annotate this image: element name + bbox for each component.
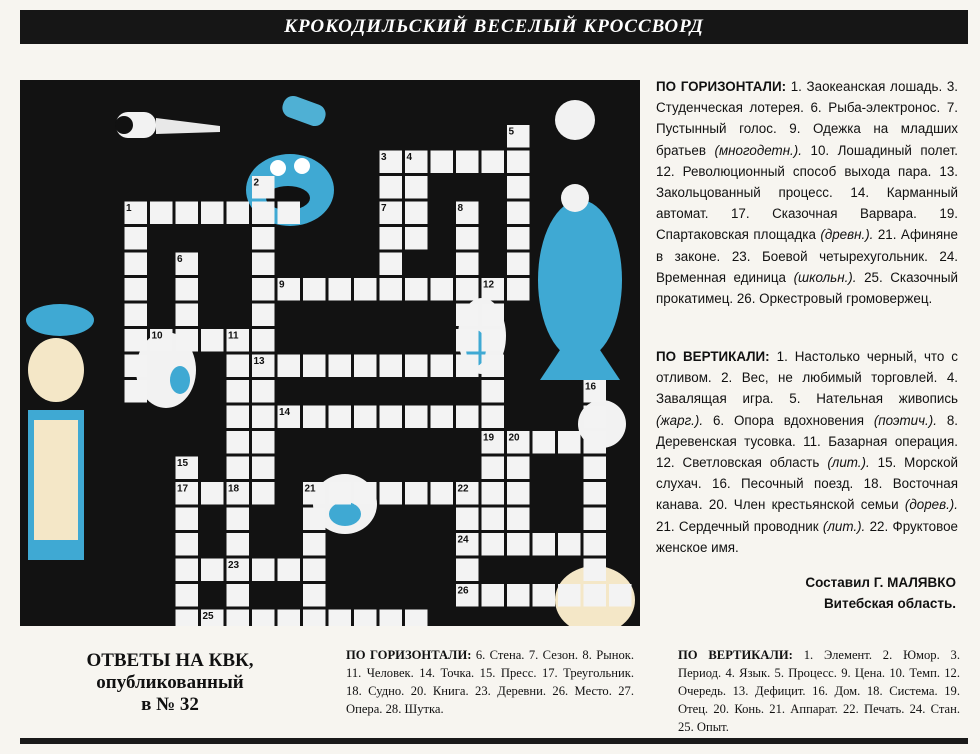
grid-cell[interactable] [405,355,428,378]
grid-cell[interactable] [507,176,530,199]
grid-cell[interactable] [380,253,403,276]
grid-cell[interactable] [125,253,148,276]
grid-cell[interactable] [227,431,250,454]
grid-cell[interactable] [584,559,607,582]
page-title: КРОКОДИЛЬСКИЙ ВЕСЕЛЫЙ КРОССВОРД [284,16,704,37]
grid-cell[interactable] [252,559,275,582]
grid-cell[interactable] [380,610,403,627]
grid-number: 10 [151,330,163,342]
grid-cell[interactable] [380,406,403,429]
grid-cell[interactable] [329,482,352,505]
grid-cell[interactable] [227,584,250,607]
grid-cell[interactable] [303,355,326,378]
grid-cell[interactable] [176,584,199,607]
grid-cell[interactable] [176,533,199,556]
grid-cell[interactable] [456,559,479,582]
grid-cell[interactable] [405,202,428,225]
grid-cell[interactable] [227,533,250,556]
grid-cell[interactable] [456,304,479,327]
grid-cell[interactable] [533,431,556,454]
clues-across-heading: ПО ГОРИЗОНТАЛИ: [656,79,787,94]
grid-cell[interactable] [303,584,326,607]
clues-across-italic-3: (школьн.). [793,269,857,285]
answers-down-text: 1. Элемент. 2. Юмор. 3. Период. 4. Язык. 5. Процесс. 9. Цена. 10. Темп. 12. Очередь. 13. Дефицит. 16. Дом. 18. Система. 19. Отец. 20. Конь. 21. Аппарат. 22. Печать. 24. Стан. 25. Опыт. [678,648,960,734]
grid-cell[interactable] [354,406,377,429]
clues-down-text-1: 1. Настолько черный, что с отливом. 2. Вес, не любимый торговлей. 4. Завалящая игра. 5. Нательная живопись [656,349,958,407]
grid-cell[interactable] [303,278,326,301]
clues-down-heading: ПО ВЕРТИКАЛИ: [656,349,770,364]
grid-cell[interactable] [405,176,428,199]
grid-cell[interactable] [456,406,479,429]
answers-across-heading: ПО ГОРИЗОНТАЛИ: [346,648,472,662]
grid-cell[interactable] [252,431,275,454]
grid-cell[interactable] [584,482,607,505]
grid-cell[interactable] [125,278,148,301]
title-banner [20,10,968,44]
grid-number: 22 [457,483,469,495]
crossword-grid [20,80,640,626]
grid-cell[interactable] [303,559,326,582]
answers-down-heading: ПО ВЕРТИКАЛИ: [678,648,793,662]
grid-cell[interactable] [482,329,505,352]
grid-cell[interactable] [125,227,148,250]
grid-cell[interactable] [482,380,505,403]
grid-cell[interactable] [176,610,199,627]
grid-cell[interactable] [405,610,428,627]
grid-cell[interactable] [252,380,275,403]
grid-cell[interactable] [584,584,607,607]
grid-cell[interactable] [431,355,454,378]
grid-cell[interactable] [252,482,275,505]
grid-cell[interactable] [431,482,454,505]
grid-cell[interactable] [176,559,199,582]
clues-down-italic-2: (поэтич.). [873,412,937,428]
grid-number: 3 [381,152,387,163]
crossword-illustration [20,80,640,626]
grid-cell[interactable] [533,584,556,607]
grid-cell[interactable] [329,278,352,301]
grid-cell[interactable] [201,559,224,582]
grid-cell[interactable] [176,304,199,327]
grid-cell[interactable] [354,610,377,627]
grid-number: 23 [228,560,240,571]
grid-number: 6 [177,254,183,265]
grid-cell[interactable] [278,355,301,378]
grid-cell[interactable] [405,482,428,505]
grid-cell[interactable] [482,304,505,327]
clues-across [656,76,958,309]
grid-cell[interactable] [507,508,530,531]
grid-cell[interactable] [380,227,403,250]
grid-number: 11 [228,330,239,342]
grid-cell[interactable] [380,355,403,378]
grid-number: 9 [279,279,285,291]
clues-across-italic-2: (древн.). [820,227,874,243]
grid-cell[interactable] [507,533,530,556]
grid-number: 20 [508,432,520,444]
grid-number: 5 [508,126,515,138]
grid-cell[interactable] [507,482,530,505]
grid-cell[interactable] [125,355,148,378]
grid-cell[interactable] [431,278,454,301]
grid-cell[interactable] [176,508,199,531]
grid-cell[interactable] [533,533,556,556]
grid-cell[interactable] [354,278,377,301]
grid-cell[interactable] [125,304,148,327]
grid-cell[interactable] [150,202,173,225]
grid-cell[interactable] [456,355,479,378]
grid-number: 7 [381,203,387,214]
grid-cell[interactable] [482,355,505,378]
grid-cell[interactable] [456,329,479,352]
grid-cell[interactable] [584,508,607,531]
grid-cell[interactable] [482,457,505,480]
answers-across-text: 6. Стена. 7. Сезон. 8. Рынок. 11. Человек. 14. Точка. 15. Пресс. 17. Треугольник. 18. Судно. 20. Книга. 23. Деревни. 26. Место. 27. Опера. 28. Шутка. [346,648,635,716]
answers-title-line-1: ОТВЕТЫ НА КВК, [86,650,254,671]
grid-number: 4 [406,152,413,163]
grid-cell[interactable] [482,482,505,505]
grid-cell[interactable] [201,202,224,225]
grid-cell[interactable] [329,610,352,627]
grid-cell[interactable] [558,431,581,454]
grid-cell[interactable] [431,151,454,174]
grid-cell[interactable] [252,406,275,429]
grid-cell[interactable] [227,355,250,378]
grid-number: 24 [457,534,469,546]
answers-title-line-3: в № 32 [141,694,199,715]
author-name: Составил Г. МАЛЯВКО [805,575,956,590]
clues-down [656,346,958,558]
grid-cell[interactable] [303,610,326,627]
clues-across-italic-1: (многодетн.). [714,142,802,158]
grid-cell[interactable] [227,202,250,225]
clues-down-italic-3: (лит.). [827,455,870,471]
grid-cell[interactable] [176,278,199,301]
grid-cell[interactable] [227,380,250,403]
grid-number: 18 [228,483,240,495]
clues-down-italic-5: (лит.). [822,518,866,534]
grid-cell[interactable] [303,533,326,556]
grid-cell[interactable] [507,278,530,301]
grid-number: 16 [585,381,597,393]
answers-title-line-2: опубликованный [96,672,244,693]
author-region: Витебская область. [823,596,956,611]
grid-cell[interactable] [354,482,377,505]
grid-cell[interactable] [329,406,352,429]
grid-cell[interactable] [303,508,326,531]
grid-number: 17 [177,483,189,495]
clues-across-text-1: 1. Заокеанская лошадь. 3. Студенческая лотерея. 6. Рыба-электронос. 7. Пустынный голос. 9. Одежка на младших братьев [656,79,958,158]
grid-cell[interactable] [278,559,301,582]
grid-number: 1 [126,203,132,214]
grid-cell[interactable] [252,610,275,627]
grid-cell[interactable] [252,253,275,276]
clues-across-text-2: 10. Лошадиный полет. 12. Революционный способ выхода пара. 13. Закольцованный процесс. 14. Карманный автомат. 17. Сказочная Варвара. 19. Спартаковская площадка [656,142,958,243]
clues-across-text-3: 21. Афиняне в законе. 23. Боевой четырехугольник. 24. Временная единица [656,227,958,285]
grid-number: 21 [304,483,316,495]
clues-down-text-6: 22. Фруктовое женское имя. [656,518,958,555]
clues-down-italic-4: (дорев.). [904,497,958,513]
clues-down-text-4: 15. Морской слухач. 16. Песочный поезд. 18. Восточная канава. 20. Член крестьянской семьи [656,455,958,513]
grid-cell[interactable] [380,482,403,505]
clues-down-text-5: 21. Сердечный проводник [656,518,819,534]
grid-cell[interactable] [125,380,148,403]
grid-cell[interactable] [507,584,530,607]
answers-down [678,646,960,736]
grid-cell[interactable] [456,253,479,276]
grid-cell[interactable] [227,508,250,531]
clues-across-text-4: 25. Сказочный прокатимец. 26. Оркестровый громовержец. [656,269,958,307]
grid-cell[interactable] [456,278,479,301]
bottom-rule [20,738,968,744]
answers-across [346,646,634,718]
grid-number: 12 [483,279,495,291]
grid-cell[interactable] [482,406,505,429]
grid-number: 15 [177,458,189,469]
grid-number: 14 [279,407,291,418]
grid-number: 2 [253,177,260,189]
grid-cell[interactable] [405,278,428,301]
grid-number: 13 [253,356,265,367]
grid-cell[interactable] [584,431,607,454]
grid-cell[interactable] [227,406,250,429]
grid-cell[interactable] [380,176,403,199]
grid-cell[interactable] [558,584,581,607]
grid-cell[interactable] [329,355,352,378]
grid-cell[interactable] [227,457,250,480]
grid-cell[interactable] [507,151,530,174]
grid-cell[interactable] [278,202,301,225]
grid-cell[interactable] [380,278,403,301]
grid-number: 19 [483,432,495,444]
grid-cell[interactable] [456,227,479,250]
grid-cell[interactable] [227,610,250,627]
clues-down-text-2: 6. Опора вдохновения [712,412,864,428]
grid-cell[interactable] [482,533,505,556]
grid-number: 8 [457,203,464,214]
grid-cell[interactable] [176,202,199,225]
grid-cell[interactable] [431,406,454,429]
grid-cell[interactable] [252,329,275,352]
grid-cell[interactable] [405,227,428,250]
grid-cell[interactable] [176,329,199,352]
grid-cell[interactable] [507,253,530,276]
grid-cell[interactable] [354,355,377,378]
grid-cell[interactable] [201,482,224,505]
clues-down-text-3: 8. Деревенская тусовка. 11. Базарная операция. 12. Светловская область [656,412,958,471]
grid-number: 26 [457,585,469,597]
grid-cell[interactable] [252,304,275,327]
grid-cell[interactable] [507,457,530,480]
grid-cell[interactable] [482,584,505,607]
grid-cell[interactable] [584,457,607,480]
grid-number: 25 [202,611,214,622]
grid-cell[interactable] [456,151,479,174]
author-credit [656,572,956,614]
grid-cell[interactable] [482,508,505,531]
answers-title [40,650,300,716]
grid-cell[interactable] [252,278,275,301]
grid-cell[interactable] [558,533,581,556]
grid-cell[interactable] [405,406,428,429]
grid-cell[interactable] [507,227,530,250]
grid-cell[interactable] [482,151,505,174]
grid-cell[interactable] [609,584,632,607]
grid-cell[interactable] [252,457,275,480]
grid-cell[interactable] [303,406,326,429]
grid-cell[interactable] [252,202,275,225]
grid-cell[interactable] [125,329,148,352]
grid-cell[interactable] [584,406,607,429]
grid-cell[interactable] [278,610,301,627]
grid-cell[interactable] [584,533,607,556]
clues-down-italic-1: (жарг.). [656,412,704,428]
grid-cell[interactable] [456,508,479,531]
grid-cell[interactable] [252,227,275,250]
grid-cell[interactable] [507,202,530,225]
grid-cell[interactable] [201,329,224,352]
